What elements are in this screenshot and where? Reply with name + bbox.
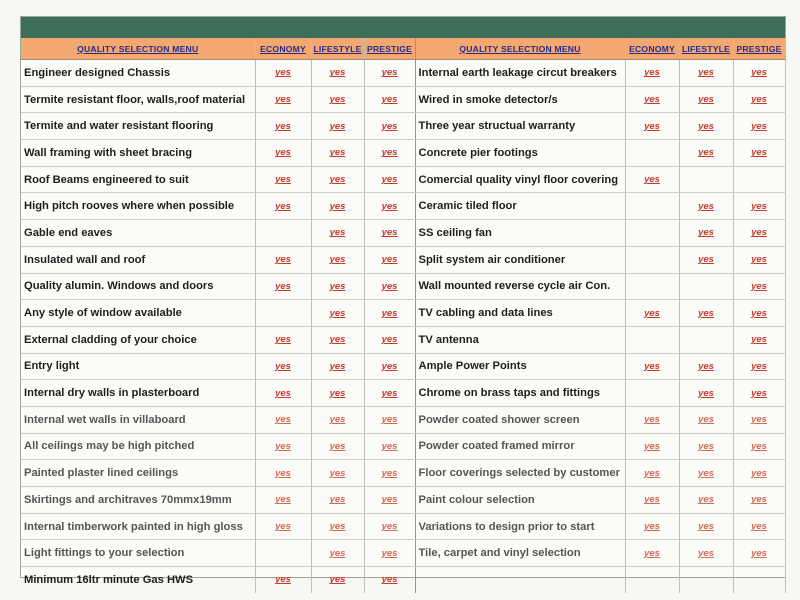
table-row	[21, 300, 785, 327]
right-lifestyle-cell: yes	[679, 113, 733, 140]
left-prestige-cell: yes	[364, 487, 415, 514]
left-prestige-cell: yes	[364, 300, 415, 327]
left-lifestyle-cell: yes	[311, 166, 364, 193]
right-feature: Ceramic tiled floor	[415, 193, 625, 220]
left-feature: Minimum 16ltr minute Gas HWS	[21, 567, 255, 593]
prestige-header-left: PRESTIGE	[364, 38, 415, 60]
left-economy-cell: yes	[255, 433, 311, 460]
right-economy-cell: yes	[625, 433, 679, 460]
right-economy-cell: yes	[625, 166, 679, 193]
right-feature: Internal earth leakage circut breakers	[415, 60, 625, 87]
table-row	[21, 113, 785, 140]
right-prestige-cell: yes	[733, 60, 785, 87]
left-prestige-cell: yes	[364, 246, 415, 273]
table-row	[21, 246, 785, 273]
left-lifestyle-cell: yes	[311, 380, 364, 407]
table-row	[21, 140, 785, 167]
right-lifestyle-cell: yes	[679, 513, 733, 540]
left-economy-cell: yes	[255, 326, 311, 353]
right-menu-header: QUALITY SELECTION MENU	[415, 38, 625, 60]
right-lifestyle-cell: yes	[679, 140, 733, 167]
quality-selection-table	[21, 38, 786, 593]
left-prestige-cell: yes	[364, 273, 415, 300]
left-feature: Engineer designed Chassis	[21, 60, 255, 87]
right-feature: Paint colour selection	[415, 487, 625, 514]
left-prestige-cell: yes	[364, 60, 415, 87]
right-feature: Split system air conditioner	[415, 246, 625, 273]
left-economy-cell: yes	[255, 166, 311, 193]
left-lifestyle-cell: yes	[311, 540, 364, 567]
left-lifestyle-cell: yes	[311, 300, 364, 327]
prestige-header-right: PRESTIGE	[733, 38, 785, 60]
right-economy-cell	[625, 246, 679, 273]
table-row	[21, 326, 785, 353]
left-feature: Internal wet walls in villaboard	[21, 406, 255, 433]
right-lifestyle-cell: yes	[679, 300, 733, 327]
right-lifestyle-cell: yes	[679, 220, 733, 247]
left-prestige-cell: yes	[364, 220, 415, 247]
left-economy-cell: yes	[255, 113, 311, 140]
left-prestige-cell: yes	[364, 513, 415, 540]
right-lifestyle-cell	[679, 166, 733, 193]
right-economy-cell: yes	[625, 113, 679, 140]
lifestyle-header-right: LIFESTYLE	[679, 38, 733, 60]
left-economy-cell: yes	[255, 273, 311, 300]
left-prestige-cell: yes	[364, 86, 415, 113]
right-feature: Three year structual warranty	[415, 113, 625, 140]
right-prestige-cell: yes	[733, 513, 785, 540]
right-economy-cell	[625, 380, 679, 407]
right-feature: SS ceiling fan	[415, 220, 625, 247]
left-prestige-cell: yes	[364, 380, 415, 407]
table-row	[21, 487, 785, 514]
table-row	[21, 513, 785, 540]
left-economy-cell: yes	[255, 60, 311, 87]
table-row	[21, 380, 785, 407]
right-economy-cell: yes	[625, 460, 679, 487]
left-prestige-cell: yes	[364, 193, 415, 220]
left-lifestyle-cell: yes	[311, 193, 364, 220]
right-economy-cell: yes	[625, 406, 679, 433]
right-feature: Floor coverings selected by customer	[415, 460, 625, 487]
right-lifestyle-cell	[679, 567, 733, 593]
left-economy-cell	[255, 300, 311, 327]
left-prestige-cell: yes	[364, 460, 415, 487]
right-prestige-cell: yes	[733, 406, 785, 433]
left-feature: Insulated wall and roof	[21, 246, 255, 273]
table-row	[21, 220, 785, 247]
left-menu-header: QUALITY SELECTION MENU	[21, 38, 255, 60]
right-economy-cell: yes	[625, 513, 679, 540]
left-lifestyle-cell: yes	[311, 220, 364, 247]
left-prestige-cell: yes	[364, 166, 415, 193]
right-prestige-cell: yes	[733, 487, 785, 514]
table-row	[21, 540, 785, 567]
left-feature: Any style of window available	[21, 300, 255, 327]
right-prestige-cell: yes	[733, 380, 785, 407]
left-feature: External cladding of your choice	[21, 326, 255, 353]
right-prestige-cell	[733, 567, 785, 593]
left-lifestyle-cell: yes	[311, 273, 364, 300]
right-prestige-cell: yes	[733, 140, 785, 167]
left-economy-cell: yes	[255, 513, 311, 540]
right-feature: Wired in smoke detector/s	[415, 86, 625, 113]
table-row	[21, 433, 785, 460]
right-feature	[415, 567, 625, 593]
left-lifestyle-cell: yes	[311, 433, 364, 460]
left-feature: Wall framing with sheet bracing	[21, 140, 255, 167]
table-row	[21, 567, 785, 593]
right-prestige-cell: yes	[733, 540, 785, 567]
left-feature: Quality alumin. Windows and doors	[21, 273, 255, 300]
left-economy-cell	[255, 220, 311, 247]
left-lifestyle-cell: yes	[311, 246, 364, 273]
table-row	[21, 406, 785, 433]
left-lifestyle-cell: yes	[311, 460, 364, 487]
table-row	[21, 86, 785, 113]
right-lifestyle-cell: yes	[679, 60, 733, 87]
left-feature: Painted plaster lined ceilings	[21, 460, 255, 487]
right-feature: TV cabling and data lines	[415, 300, 625, 327]
right-prestige-cell: yes	[733, 326, 785, 353]
left-feature: Entry light	[21, 353, 255, 380]
right-economy-cell: yes	[625, 353, 679, 380]
right-lifestyle-cell: yes	[679, 540, 733, 567]
table-row	[21, 460, 785, 487]
right-prestige-cell: yes	[733, 433, 785, 460]
left-lifestyle-cell: yes	[311, 353, 364, 380]
left-feature: All ceilings may be high pitched	[21, 433, 255, 460]
table-row	[21, 353, 785, 380]
left-feature: Roof Beams engineered to suit	[21, 166, 255, 193]
left-prestige-cell: yes	[364, 406, 415, 433]
left-economy-cell: yes	[255, 140, 311, 167]
right-prestige-cell: yes	[733, 300, 785, 327]
title-bar	[21, 17, 785, 38]
left-prestige-cell: yes	[364, 567, 415, 593]
right-feature: Comercial quality vinyl floor covering	[415, 166, 625, 193]
right-feature: Chrome on brass taps and fittings	[415, 380, 625, 407]
left-prestige-cell: yes	[364, 113, 415, 140]
right-prestige-cell	[733, 166, 785, 193]
left-lifestyle-cell: yes	[311, 60, 364, 87]
table-row	[21, 193, 785, 220]
economy-header-left: ECONOMY	[255, 38, 311, 60]
right-economy-cell	[625, 567, 679, 593]
right-feature: Ample Power Points	[415, 353, 625, 380]
left-economy-cell: yes	[255, 567, 311, 593]
left-economy-cell: yes	[255, 487, 311, 514]
table-row	[21, 60, 785, 87]
right-prestige-cell: yes	[733, 220, 785, 247]
left-economy-cell: yes	[255, 460, 311, 487]
right-economy-cell	[625, 140, 679, 167]
right-lifestyle-cell: yes	[679, 433, 733, 460]
left-feature: Internal dry walls in plasterboard	[21, 380, 255, 407]
right-lifestyle-cell: yes	[679, 193, 733, 220]
left-lifestyle-cell: yes	[311, 487, 364, 514]
left-prestige-cell: yes	[364, 433, 415, 460]
economy-header-right: ECONOMY	[625, 38, 679, 60]
left-feature: Light fittings to your selection	[21, 540, 255, 567]
right-feature: Variations to design prior to start	[415, 513, 625, 540]
left-prestige-cell: yes	[364, 140, 415, 167]
right-economy-cell: yes	[625, 60, 679, 87]
right-lifestyle-cell: yes	[679, 353, 733, 380]
left-lifestyle-cell: yes	[311, 326, 364, 353]
right-economy-cell: yes	[625, 487, 679, 514]
right-economy-cell: yes	[625, 300, 679, 327]
right-prestige-cell: yes	[733, 460, 785, 487]
right-economy-cell: yes	[625, 86, 679, 113]
left-feature: Skirtings and architraves 70mmx19mm	[21, 487, 255, 514]
right-economy-cell	[625, 326, 679, 353]
right-lifestyle-cell: yes	[679, 460, 733, 487]
left-lifestyle-cell: yes	[311, 86, 364, 113]
right-feature: Powder coated framed mirror	[415, 433, 625, 460]
right-prestige-cell: yes	[733, 113, 785, 140]
left-lifestyle-cell: yes	[311, 406, 364, 433]
right-economy-cell: yes	[625, 540, 679, 567]
left-economy-cell: yes	[255, 406, 311, 433]
left-prestige-cell: yes	[364, 353, 415, 380]
right-feature: Wall mounted reverse cycle air Con.	[415, 273, 625, 300]
left-economy-cell: yes	[255, 353, 311, 380]
left-feature: High pitch rooves where when possible	[21, 193, 255, 220]
right-economy-cell	[625, 273, 679, 300]
header-row	[21, 38, 785, 60]
left-feature: Termite resistant floor, walls,roof material	[21, 86, 255, 113]
right-lifestyle-cell	[679, 273, 733, 300]
right-prestige-cell: yes	[733, 353, 785, 380]
left-lifestyle-cell: yes	[311, 113, 364, 140]
right-prestige-cell: yes	[733, 273, 785, 300]
right-lifestyle-cell: yes	[679, 86, 733, 113]
left-lifestyle-cell: yes	[311, 567, 364, 593]
selection-menu-sheet	[20, 16, 786, 586]
right-feature: TV antenna	[415, 326, 625, 353]
right-lifestyle-cell: yes	[679, 406, 733, 433]
right-feature: Concrete pier footings	[415, 140, 625, 167]
left-economy-cell	[255, 540, 311, 567]
left-lifestyle-cell: yes	[311, 513, 364, 540]
table-row	[21, 273, 785, 300]
left-lifestyle-cell: yes	[311, 140, 364, 167]
left-economy-cell: yes	[255, 193, 311, 220]
right-prestige-cell: yes	[733, 86, 785, 113]
table-row	[21, 166, 785, 193]
left-feature: Internal timberwork painted in high gloss	[21, 513, 255, 540]
right-economy-cell	[625, 193, 679, 220]
left-prestige-cell: yes	[364, 540, 415, 567]
left-economy-cell: yes	[255, 86, 311, 113]
right-feature: Tile, carpet and vinyl selection	[415, 540, 625, 567]
right-lifestyle-cell: yes	[679, 380, 733, 407]
right-economy-cell	[625, 220, 679, 247]
right-feature: Powder coated shower screen	[415, 406, 625, 433]
right-lifestyle-cell: yes	[679, 487, 733, 514]
left-prestige-cell: yes	[364, 326, 415, 353]
right-lifestyle-cell: yes	[679, 246, 733, 273]
lifestyle-header-left: LIFESTYLE	[311, 38, 364, 60]
right-prestige-cell: yes	[733, 193, 785, 220]
left-feature: Gable end eaves	[21, 220, 255, 247]
left-feature: Termite and water resistant flooring	[21, 113, 255, 140]
left-economy-cell: yes	[255, 246, 311, 273]
left-economy-cell: yes	[255, 380, 311, 407]
right-prestige-cell: yes	[733, 246, 785, 273]
right-lifestyle-cell	[679, 326, 733, 353]
